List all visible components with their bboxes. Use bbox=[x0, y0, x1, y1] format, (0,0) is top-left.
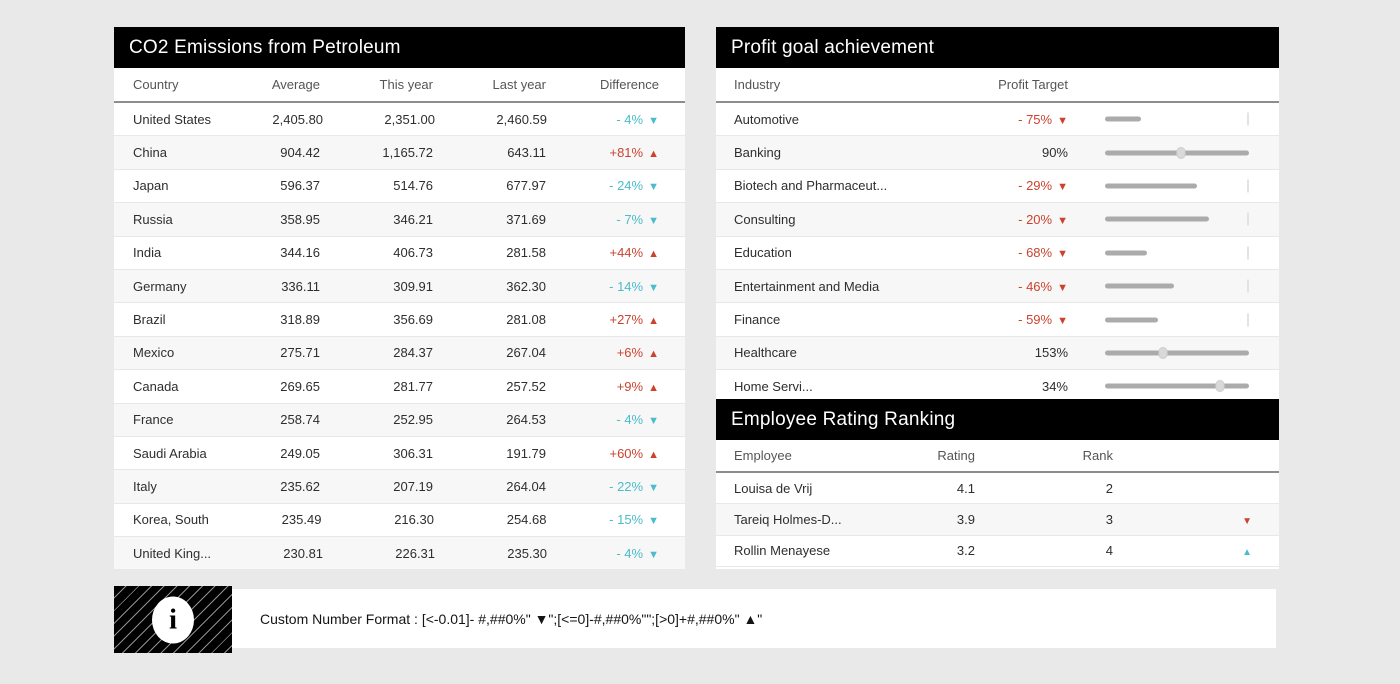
progress-bar bbox=[1105, 370, 1249, 402]
difference-value: - 7% bbox=[616, 211, 644, 227]
difference-cell bbox=[547, 112, 659, 127]
table-row[interactable] bbox=[114, 437, 685, 470]
down-triangle-icon: ▼ bbox=[1057, 214, 1068, 227]
bar-end-tick bbox=[1247, 213, 1249, 226]
employee-table-body bbox=[716, 473, 1279, 567]
profit-target-value: 34% bbox=[1041, 378, 1068, 394]
rank-cell: 4 bbox=[1105, 543, 1113, 559]
down-triangle-icon: ▼ bbox=[648, 281, 659, 294]
table-row[interactable] bbox=[114, 170, 685, 203]
average-cell: 904.42 bbox=[280, 145, 320, 161]
profit-header-row bbox=[716, 68, 1279, 103]
down-triangle-icon: ▼ bbox=[1057, 114, 1068, 127]
last-year-cell: 254.68 bbox=[506, 512, 547, 528]
this-year-cell: 2,351.00 bbox=[384, 111, 436, 127]
profit-target-cell bbox=[928, 312, 1068, 327]
difference-cell bbox=[546, 212, 659, 227]
difference-cell bbox=[547, 546, 659, 561]
employee-header-row bbox=[716, 440, 1279, 473]
this-year-cell: 356.69 bbox=[393, 312, 433, 328]
data-bar-fill bbox=[1105, 350, 1249, 355]
difference-cell bbox=[546, 379, 659, 394]
this-year-cell: 306.31 bbox=[393, 445, 433, 461]
data-bar-fill bbox=[1105, 317, 1158, 322]
down-triangle-icon: ▼ bbox=[648, 515, 660, 528]
employee-card-title: Employee Rating Ranking bbox=[716, 399, 1279, 440]
progress-bar bbox=[1105, 270, 1249, 302]
profit-target-value: - 20% bbox=[1018, 211, 1053, 227]
last-year-cell: 371.69 bbox=[506, 211, 546, 227]
difference-value: - 4% bbox=[616, 412, 644, 428]
last-year-cell: 264.04 bbox=[506, 478, 546, 494]
progress-bar bbox=[1105, 303, 1249, 335]
last-year-cell: 362.30 bbox=[506, 278, 546, 294]
table-row[interactable] bbox=[114, 237, 685, 270]
last-year-cell: 257.52 bbox=[506, 378, 546, 394]
this-year-cell: 406.73 bbox=[393, 245, 433, 261]
last-year-cell: 2,460.59 bbox=[496, 111, 547, 127]
average-cell: 596.37 bbox=[280, 178, 320, 194]
table-row[interactable] bbox=[114, 470, 685, 503]
table-row[interactable] bbox=[716, 303, 1279, 336]
table-row[interactable] bbox=[716, 270, 1279, 303]
column-header-industry: Industry bbox=[734, 77, 781, 92]
column-header-profit-target: Profit Target bbox=[998, 77, 1068, 92]
profit-target-cell bbox=[928, 145, 1068, 160]
difference-cell bbox=[546, 446, 659, 461]
data-bar-fill bbox=[1105, 384, 1249, 389]
info-icon[interactable]: i bbox=[152, 596, 194, 643]
country-cell: China bbox=[133, 145, 167, 161]
difference-value: +60% bbox=[609, 445, 644, 461]
table-row[interactable] bbox=[114, 537, 685, 570]
industry-cell: Banking bbox=[734, 145, 781, 161]
this-year-cell: 514.76 bbox=[393, 178, 433, 194]
country-cell: Korea, South bbox=[133, 512, 209, 528]
difference-value: +9% bbox=[616, 378, 644, 394]
table-row[interactable] bbox=[114, 270, 685, 303]
profit-target-value: - 68% bbox=[1018, 245, 1053, 261]
profit-target-cell bbox=[928, 212, 1068, 227]
table-row[interactable] bbox=[716, 473, 1279, 504]
up-triangle-icon: ▲ bbox=[648, 381, 659, 394]
profit-target-value: - 75% bbox=[1018, 111, 1053, 127]
this-year-cell: 309.91 bbox=[393, 278, 433, 294]
column-header-employee: Employee bbox=[734, 448, 792, 463]
progress-bar bbox=[1105, 337, 1249, 369]
bar-end-tick bbox=[1247, 246, 1249, 259]
co2-header-row bbox=[114, 68, 685, 103]
table-row[interactable] bbox=[114, 203, 685, 236]
industry-cell: Biotech and Pharmaceut... bbox=[734, 178, 888, 194]
bar-end-tick bbox=[1247, 179, 1249, 192]
progress-bar bbox=[1105, 170, 1249, 202]
difference-cell bbox=[546, 512, 659, 527]
table-row[interactable] bbox=[114, 404, 685, 437]
industry-cell: Healthcare bbox=[734, 345, 797, 361]
difference-value: +81% bbox=[609, 145, 644, 161]
up-triangle-icon: ▲ bbox=[648, 348, 659, 361]
employee-rating-card bbox=[716, 399, 1279, 569]
data-bar-fill bbox=[1105, 217, 1209, 222]
profit-table-body bbox=[716, 103, 1279, 404]
average-cell: 336.11 bbox=[281, 278, 320, 294]
average-cell: 269.65 bbox=[280, 378, 320, 394]
column-header-this-year: This year bbox=[379, 77, 433, 92]
country-cell: Japan bbox=[133, 178, 169, 194]
profit-target-value: 90% bbox=[1041, 145, 1068, 161]
average-cell: 258.74 bbox=[280, 412, 320, 428]
country-cell: Germany bbox=[133, 278, 187, 294]
difference-cell bbox=[546, 345, 659, 360]
average-cell: 344.16 bbox=[280, 245, 320, 261]
profit-target-cell bbox=[928, 345, 1068, 360]
up-triangle-icon: ▲ bbox=[648, 315, 659, 328]
profit-target-cell bbox=[928, 279, 1068, 294]
co2-emissions-card bbox=[114, 27, 685, 569]
industry-cell: Automotive bbox=[734, 111, 800, 127]
bar-slider-thumb[interactable] bbox=[1177, 147, 1186, 159]
up-triangle-icon: ▲ bbox=[648, 448, 659, 461]
difference-cell bbox=[546, 312, 659, 327]
profit-target-value: - 46% bbox=[1018, 278, 1053, 294]
up-triangle-icon: ▲ bbox=[648, 148, 659, 161]
average-cell: 358.95 bbox=[280, 211, 320, 227]
table-row[interactable] bbox=[114, 337, 685, 370]
this-year-cell: 346.21 bbox=[393, 211, 433, 227]
last-year-cell: 264.53 bbox=[506, 412, 546, 428]
down-triangle-icon: ▼ bbox=[1057, 315, 1068, 328]
bar-end-tick bbox=[1247, 280, 1249, 293]
column-header-rank: Rank bbox=[1082, 448, 1113, 463]
difference-value: +6% bbox=[616, 345, 644, 361]
bar-end-tick bbox=[1247, 313, 1249, 326]
down-triangle-icon: ▼ bbox=[1057, 181, 1068, 194]
down-triangle-icon: ▼ bbox=[1242, 515, 1252, 527]
industry-cell: Entertainment and Media bbox=[734, 278, 880, 294]
this-year-cell: 216.30 bbox=[394, 512, 434, 528]
difference-value: - 4% bbox=[616, 111, 644, 127]
table-row[interactable] bbox=[114, 370, 685, 403]
rank-cell: 2 bbox=[1105, 480, 1113, 496]
table-row[interactable] bbox=[716, 504, 1279, 535]
country-cell: Russia bbox=[133, 211, 173, 227]
footer-hatch-square bbox=[114, 586, 232, 653]
profit-target-cell bbox=[928, 245, 1068, 260]
column-header-difference: Difference bbox=[599, 77, 659, 92]
this-year-cell: 284.37 bbox=[393, 345, 433, 361]
difference-value: - 14% bbox=[609, 278, 644, 294]
profit-target-value: - 59% bbox=[1018, 312, 1053, 328]
profit-goal-card bbox=[716, 27, 1279, 394]
profit-target-cell bbox=[928, 112, 1068, 127]
progress-bar bbox=[1105, 237, 1249, 269]
bar-end-tick bbox=[1247, 113, 1249, 126]
employee-cell: Tareiq Holmes-D... bbox=[734, 511, 842, 527]
difference-value: - 4% bbox=[616, 545, 644, 561]
this-year-cell: 252.95 bbox=[393, 412, 433, 428]
average-cell: 275.71 bbox=[280, 345, 320, 361]
last-year-cell: 677.97 bbox=[506, 178, 546, 194]
industry-cell: Finance bbox=[734, 312, 781, 328]
down-triangle-icon: ▼ bbox=[648, 214, 659, 227]
table-row[interactable] bbox=[114, 136, 685, 169]
average-cell: 230.81 bbox=[283, 545, 324, 561]
bar-zone-header-spacer bbox=[1105, 68, 1249, 101]
profit-target-value: 153% bbox=[1034, 345, 1068, 361]
rating-cell: 3.9 bbox=[956, 511, 975, 527]
difference-cell bbox=[546, 479, 659, 494]
data-bar-fill bbox=[1105, 250, 1147, 255]
last-year-cell: 281.08 bbox=[506, 312, 546, 328]
this-year-cell: 281.77 bbox=[393, 378, 433, 394]
difference-value: +44% bbox=[609, 245, 644, 261]
country-cell: France bbox=[133, 412, 174, 428]
down-triangle-icon: ▼ bbox=[648, 548, 659, 561]
trend-cell bbox=[1113, 543, 1252, 558]
last-year-cell: 267.04 bbox=[506, 345, 546, 361]
rating-cell: 4.1 bbox=[956, 480, 975, 496]
table-row[interactable] bbox=[716, 536, 1279, 567]
down-triangle-icon: ▼ bbox=[648, 114, 659, 127]
country-cell: Canada bbox=[133, 378, 179, 394]
last-year-cell: 191.79 bbox=[506, 445, 546, 461]
data-bar-fill bbox=[1105, 117, 1141, 122]
data-bar-fill bbox=[1105, 284, 1174, 289]
table-row[interactable] bbox=[716, 103, 1279, 136]
difference-cell bbox=[546, 145, 659, 160]
profit-target-cell bbox=[928, 178, 1068, 193]
co2-card-title: CO2 Emissions from Petroleum bbox=[114, 27, 685, 68]
average-cell: 318.89 bbox=[280, 312, 320, 328]
column-header-average: Average bbox=[271, 77, 320, 92]
rating-cell: 3.2 bbox=[956, 543, 975, 559]
bar-slider-thumb[interactable] bbox=[1158, 347, 1167, 359]
country-cell: India bbox=[133, 245, 162, 261]
progress-bar bbox=[1105, 136, 1249, 168]
data-bar-fill bbox=[1105, 183, 1197, 188]
this-year-cell: 226.31 bbox=[395, 545, 436, 561]
this-year-cell: 1,165.72 bbox=[382, 145, 433, 161]
column-header-country: Country bbox=[133, 77, 179, 92]
average-cell: 2,405.80 bbox=[272, 111, 324, 127]
profit-card-title: Profit goal achievement bbox=[716, 27, 1279, 68]
last-year-cell: 281.58 bbox=[506, 245, 546, 261]
last-year-cell: 643.11 bbox=[507, 145, 546, 161]
difference-value: +27% bbox=[609, 312, 644, 328]
progress-bar bbox=[1105, 103, 1249, 135]
average-cell: 249.05 bbox=[280, 445, 320, 461]
country-cell: United States bbox=[133, 111, 212, 127]
industry-cell: Consulting bbox=[734, 211, 796, 227]
column-header-last-year: Last year bbox=[492, 77, 546, 92]
difference-cell bbox=[546, 245, 659, 260]
employee-cell: Rollin Menayese bbox=[734, 543, 831, 559]
table-row[interactable] bbox=[716, 136, 1279, 169]
table-row[interactable] bbox=[716, 170, 1279, 203]
difference-value: - 15% bbox=[609, 512, 644, 528]
this-year-cell: 207.19 bbox=[393, 478, 433, 494]
employee-cell: Louisa de Vrij bbox=[734, 480, 813, 496]
average-cell: 235.49 bbox=[281, 512, 322, 528]
trend-cell bbox=[1113, 512, 1252, 527]
average-cell: 235.62 bbox=[280, 478, 320, 494]
difference-cell bbox=[546, 279, 659, 294]
down-triangle-icon: ▼ bbox=[648, 481, 659, 494]
country-cell: Saudi Arabia bbox=[133, 445, 207, 461]
difference-value: - 24% bbox=[609, 178, 644, 194]
down-triangle-icon: ▼ bbox=[1057, 248, 1068, 261]
down-triangle-icon: ▼ bbox=[648, 415, 659, 428]
difference-cell bbox=[546, 178, 659, 193]
difference-value: - 22% bbox=[609, 478, 644, 494]
profit-target-cell bbox=[928, 379, 1068, 394]
difference-cell bbox=[546, 412, 659, 427]
footer-note-bar bbox=[232, 589, 1276, 648]
country-cell: United King... bbox=[133, 545, 212, 561]
table-row[interactable] bbox=[114, 303, 685, 336]
country-cell: Italy bbox=[133, 478, 157, 494]
down-triangle-icon: ▼ bbox=[648, 181, 659, 194]
up-triangle-icon: ▲ bbox=[648, 248, 659, 261]
table-row[interactable] bbox=[114, 103, 685, 136]
progress-bar bbox=[1105, 203, 1249, 235]
industry-cell: Education bbox=[734, 245, 792, 261]
up-triangle-icon: ▲ bbox=[1242, 547, 1252, 559]
column-header-rating: Rating bbox=[937, 448, 975, 463]
down-triangle-icon: ▼ bbox=[1057, 281, 1068, 294]
industry-cell: Home Servi... bbox=[734, 378, 813, 394]
table-row[interactable] bbox=[716, 337, 1279, 370]
profit-target-value: - 29% bbox=[1018, 178, 1053, 194]
last-year-cell: 235.30 bbox=[507, 545, 547, 561]
country-cell: Mexico bbox=[133, 345, 175, 361]
table-row[interactable] bbox=[114, 504, 685, 537]
table-row[interactable] bbox=[716, 203, 1279, 236]
rank-cell: 3 bbox=[1105, 511, 1113, 527]
table-row[interactable] bbox=[716, 237, 1279, 270]
co2-table-body bbox=[114, 103, 685, 570]
custom-number-format-text: Custom Number Format : [<-0.01]- #,##0%" ▼";[<=0]-#,##0%"";[>0]+#,##0%" ▲" bbox=[260, 610, 763, 627]
country-cell: Brazil bbox=[133, 312, 166, 328]
bar-slider-thumb[interactable] bbox=[1216, 380, 1225, 392]
